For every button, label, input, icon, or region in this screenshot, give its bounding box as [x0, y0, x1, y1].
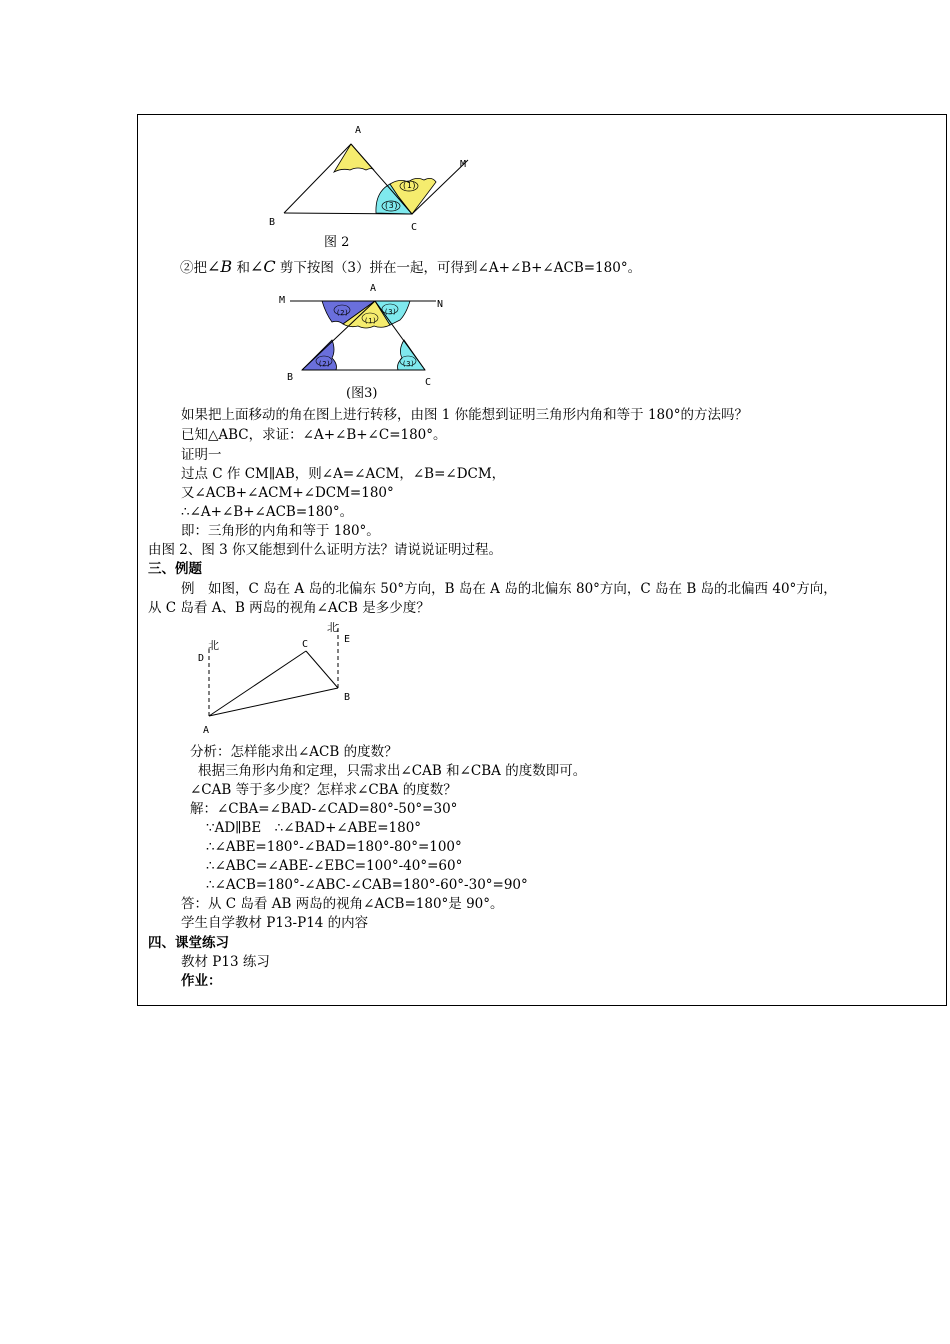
- fig4-label-d: D: [198, 653, 205, 664]
- line-cb-island: [306, 651, 338, 688]
- line-ac-island: [209, 651, 306, 716]
- fig3-label-3: (3): [384, 308, 397, 316]
- side-ab: [284, 144, 351, 213]
- proof-line-4: 即：三角形的内角和等于 180°。: [181, 523, 380, 539]
- answer-line: 答：从 C 岛看 AB 两岛的视角∠ACB=180°是 90°。: [181, 896, 504, 912]
- step2-line: ②把∠B 和∠C 剪下按图（3）拼在一起，可得到∠A+∠B+∠ACB=180°。: [180, 257, 642, 276]
- fig2-label-a: A: [355, 125, 362, 136]
- solution-line-3: ∴∠ABE=180°-∠BAD=180°-80°=100°: [206, 839, 462, 855]
- fig4-north-b: 北: [327, 621, 338, 634]
- proof-heading: 证明一: [181, 447, 222, 463]
- fig3-label-b: B: [287, 372, 294, 383]
- example-line-1: 例 如图，C 岛在 A 岛的北偏东 50°方向，B 岛在 A 岛的北偏东 80°方向，C 岛在 B 岛的北偏西 40°方向，: [181, 581, 837, 597]
- solution-line-5: ∴∠ACB=180°-∠ABC-∠CAB=180°-60°-30°=90°: [206, 877, 528, 893]
- figure-2: [262, 120, 482, 255]
- homework-line: 作业：: [181, 973, 222, 989]
- fig3-label-m: M: [279, 295, 286, 306]
- fig3-label-n: N: [437, 299, 444, 310]
- fig2-label-3: (3): [384, 201, 399, 210]
- analysis-line-3: ∠CAB 等于多少度？怎样求∠CBA 的度数？: [190, 782, 457, 798]
- fig4-label-c: C: [302, 639, 309, 650]
- solution-line-4: ∴∠ABC=∠ABE-∠EBC=100°-40°=60°: [206, 858, 463, 874]
- fig3-label-1: (1): [364, 317, 377, 325]
- line-ab-island: [209, 688, 338, 716]
- fig4-label-b: B: [344, 692, 351, 703]
- example-line-2: 从 C 岛看 A、B 两岛的视角∠ACB 是多少度？: [148, 600, 430, 616]
- given-statement: 已知△ABC，求证：∠A+∠B+∠C=180°。: [181, 427, 447, 443]
- fig2-label-b: B: [269, 217, 276, 228]
- proof-line-3: ∴∠A+∠B+∠ACB=180°。: [181, 504, 354, 520]
- analysis-line-2: 根据三角形内角和定理，只需求出∠CAB 和∠CBA 的度数即可。: [198, 763, 587, 779]
- fig3-label-a: A: [370, 283, 377, 294]
- fig2-label-1: (1): [402, 181, 417, 190]
- analysis-line-1: 分析：怎样能求出∠ACB 的度数？: [190, 744, 398, 760]
- proof-line-1: 过点 C 作 CM∥AB，则∠A=∠ACM，∠B=∠DCM，: [181, 466, 506, 482]
- fig3-label-c: C: [425, 377, 432, 388]
- fig2-caption: 图 2: [324, 235, 350, 250]
- fig3-label-2: (2): [336, 309, 349, 317]
- fig4-label-e: E: [344, 634, 351, 645]
- question-2: 由图 2、图 3 你又能想到什么证明方法？请说说证明过程。: [148, 542, 503, 558]
- fig3-caption: (图3): [346, 386, 378, 401]
- fig2-label-m: M: [460, 159, 467, 170]
- fig2-label-c: C: [411, 222, 418, 233]
- fig4-north-a: 北: [208, 639, 219, 652]
- question-1: 如果把上面移动的角在图上进行转移，由图 1 你能想到证明三角形内角和等于 180°的方法吗？: [181, 407, 748, 423]
- proof-line-2: 又∠ACB+∠ACM+∠DCM=180°: [181, 485, 394, 501]
- section-3-heading: 三、例题: [148, 561, 202, 577]
- fig4-label-a: A: [203, 725, 210, 736]
- solution-line-1: 解：∠CBA=∠BAD-∠CAD=80°-50°=30°: [190, 801, 458, 817]
- figure-islands: [195, 620, 365, 738]
- exercise-line: 教材 P13 练习: [181, 954, 270, 970]
- fig3-label-2b: (2): [318, 360, 331, 368]
- self-study-line: 学生自学教材 P13-P14 的内容: [181, 915, 369, 931]
- section-4-heading: 四、课堂练习: [148, 935, 229, 951]
- solution-line-2: ∵AD∥BE ∴∠BAD+∠ABE=180°: [206, 820, 422, 836]
- fig3-label-3b: (3): [402, 360, 415, 368]
